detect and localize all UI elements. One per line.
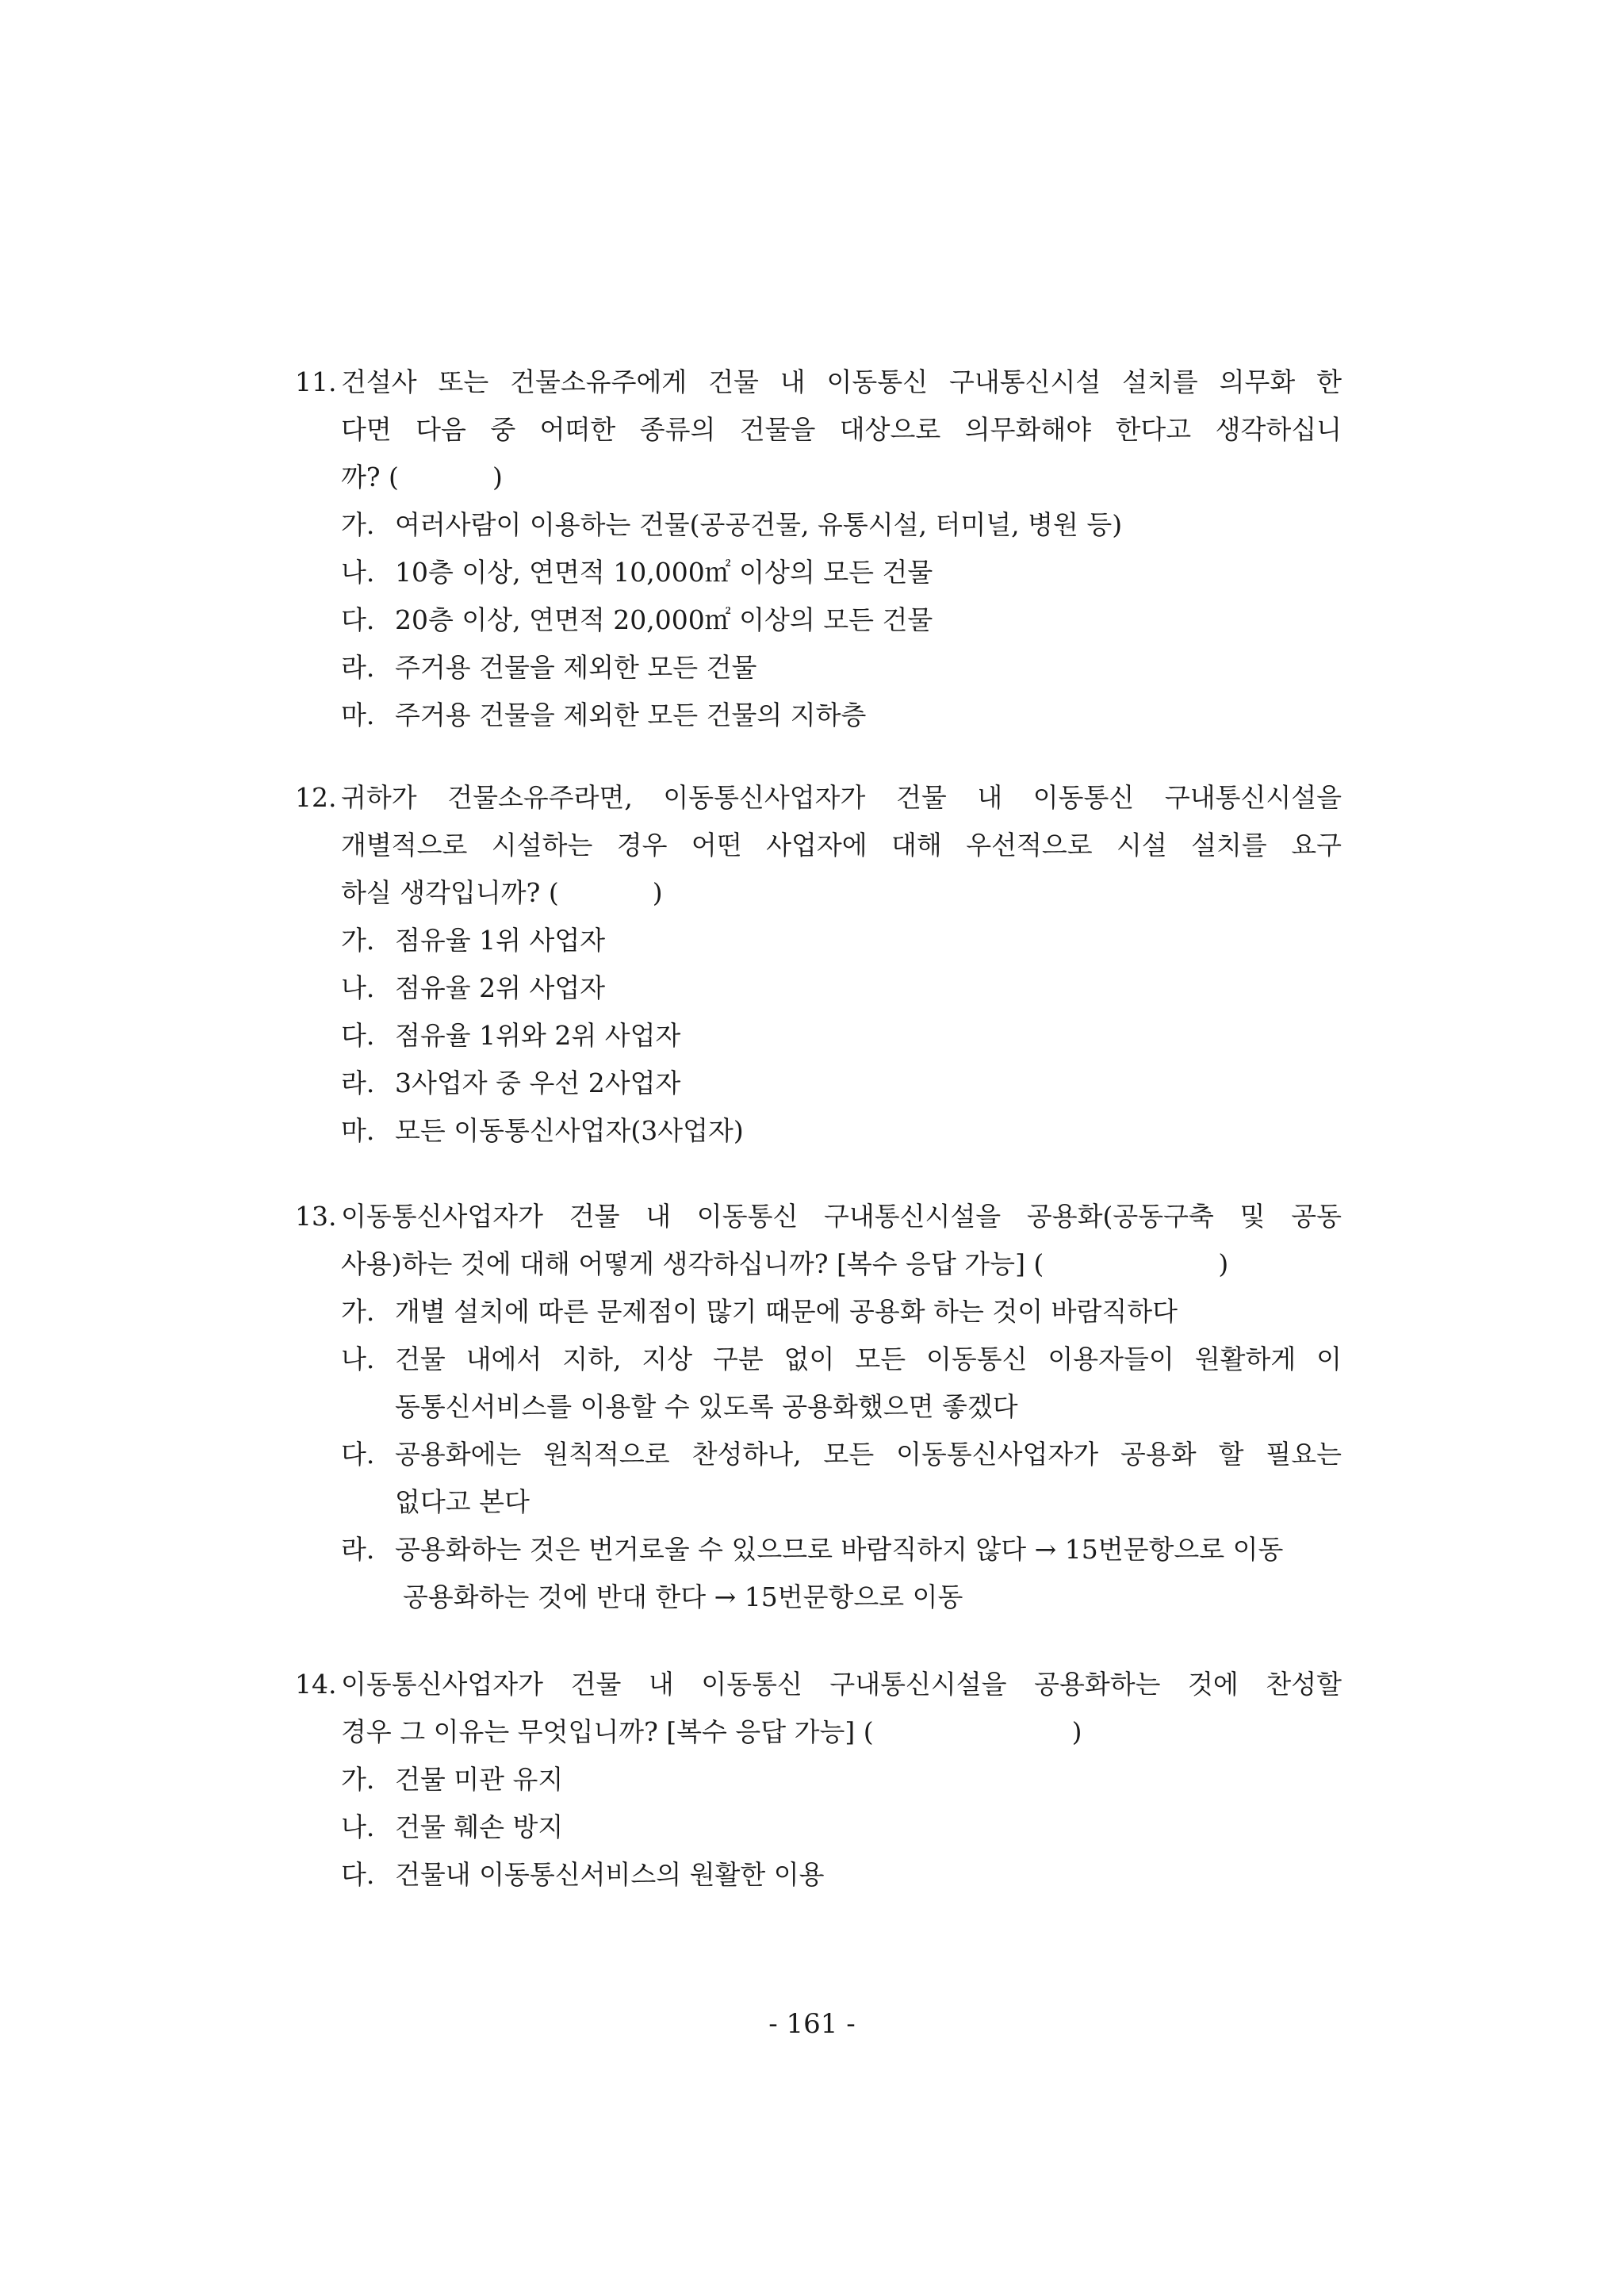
option-text: 점유율 1위 사업자 [395,925,606,956]
option-letter: 다. [341,1439,375,1470]
question-stem-text: ) [1071,1716,1082,1747]
question-stem-text: 까? ( [341,462,399,493]
option-text: 여러사람이 이용하는 건물(공공건물, 유통시설, 터미널, 병원 등) [395,509,1123,540]
option-text: 공용화에는 원칙적으로 찬성하나, 모든 이동통신사업자가 공용화 할 필요는 [395,1439,1342,1470]
question-number: 12. [295,782,337,813]
question-stem-line [295,454,1342,501]
option-text: 건물 내에서 지하, 지상 구분 없이 모든 이동통신 이용자들이 원활하게 이 [395,1343,1342,1374]
question-stem-text: 개별적으로 시설하는 경우 어떤 사업자에 대해 우선적으로 시설 설치를 요구 [341,830,1342,861]
question-stem-text: 건설사 또는 건물소유주에게 건물 내 이동통신 구내통신시설 설치를 의무화 한 [341,366,1342,397]
question-stem-line [295,1193,1342,1240]
option-item [295,1526,1342,1573]
option-item [295,644,1342,692]
question-stem-text: 사용)하는 것에 대해 어떻게 생각하십니까? [복수 응답 가능] ( [341,1248,1044,1279]
option-text: 공용화하는 것은 번거로울 수 있으므로 바람직하지 않다 → 15번문항으로 이동 [395,1534,1284,1565]
option-item [295,1851,1342,1899]
question-stem-text: 이동통신사업자가 건물 내 이동통신 구내통신시설을 공용화하는 것에 찬성할 [341,1669,1342,1700]
question-stem-text: 이동통신사업자가 건물 내 이동통신 구내통신시설을 공용화(공동구축 및 공동 [341,1201,1342,1232]
question-stem-line [295,774,1342,822]
question-stem-text: ) [1218,1248,1229,1279]
option-text: 주거용 건물을 제외한 모든 건물 [395,652,757,683]
question-stem-line [295,1240,1342,1288]
question-14 [295,1661,1342,1899]
option-letter: 가. [341,509,375,540]
option-item [295,1060,1342,1107]
question-stem-line [295,869,1342,917]
option-text: 20층 이상, 연면적 20,000㎡ 이상의 모든 건물 [395,604,933,635]
option-letter: 다. [341,604,375,635]
option-letter: 가. [341,925,375,956]
option-continuation: 동통신서비스를 이용할 수 있도록 공용화했으면 좋겠다 [395,1391,1018,1422]
question-number: 11. [295,366,337,397]
option-item [295,1431,1342,1478]
option-item [295,1107,1342,1155]
page-number: - 161 - [768,2008,856,2040]
question-stem-text: 경우 그 이유는 무엇입니까? [복수 응답 가능] ( [341,1716,874,1747]
option-text: 10층 이상, 연면적 10,000㎡ 이상의 모든 건물 [395,557,933,588]
question-number: 14. [295,1669,337,1700]
option-item [295,1012,1342,1060]
option-item [295,692,1342,739]
option-text: 건물 미관 유지 [395,1764,564,1795]
question-12 [295,774,1342,1155]
option-letter: 다. [341,1020,375,1051]
option-letter: 가. [341,1764,375,1795]
option-item [295,549,1342,596]
option-letter: 가. [341,1296,375,1327]
question-stem-line [295,1708,1342,1756]
option-item [295,964,1342,1012]
option-item [295,1336,1342,1383]
option-letter: 나. [341,1811,375,1842]
question-stem-text: ) [492,462,503,493]
option-letter: 라. [341,1068,375,1098]
question-stem-line [295,1661,1342,1708]
question-stem-text: 다면 다음 중 어떠한 종류의 건물을 대상으로 의무화해야 한다고 생각하십니 [341,414,1342,445]
option-letter: 라. [341,652,375,683]
question-stem-text: 귀하가 건물소유주라면, 이동통신사업자가 건물 내 이동통신 구내통신시설을 [341,782,1342,813]
option-letter: 나. [341,557,375,588]
option-letter: 나. [341,1343,375,1374]
option-letter: 마. [341,700,375,730]
option-text: 건물 훼손 방지 [395,1811,564,1842]
option-letter: 마. [341,1115,375,1146]
option-continuation: 없다고 본다 [395,1486,530,1517]
option-continuation: 공용화하는 것에 반대 한다 → 15번문항으로 이동 [403,1581,963,1612]
option-text: 개별 설치에 따른 문제점이 많기 때문에 공용화 하는 것이 바람직하다 [395,1296,1178,1327]
option-item [295,501,1342,549]
option-item [295,1756,1342,1803]
option-text: 주거용 건물을 제외한 모든 건물의 지하층 [395,700,867,730]
question-stem-line [295,358,1342,406]
question-stem-text: 하실 생각입니까? ( [341,877,559,908]
question-number: 13. [295,1201,337,1232]
option-text: 모든 이동통신사업자(3사업자) [395,1115,744,1146]
question-11 [295,358,1342,739]
option-text: 건물내 이동통신서비스의 원활한 이용 [395,1859,825,1890]
option-letter: 다. [341,1859,375,1890]
question-13 [295,1193,1342,1621]
option-letter: 라. [341,1534,375,1565]
option-item [295,1803,1342,1851]
option-item [295,917,1342,964]
option-item [295,596,1342,644]
option-text: 점유율 1위와 2위 사업자 [395,1020,681,1051]
option-letter: 나. [341,972,375,1003]
option-text: 점유율 2위 사업자 [395,972,606,1003]
option-item [295,1288,1342,1336]
question-stem-text: ) [652,877,663,908]
option-text: 3사업자 중 우선 2사업자 [395,1068,681,1098]
